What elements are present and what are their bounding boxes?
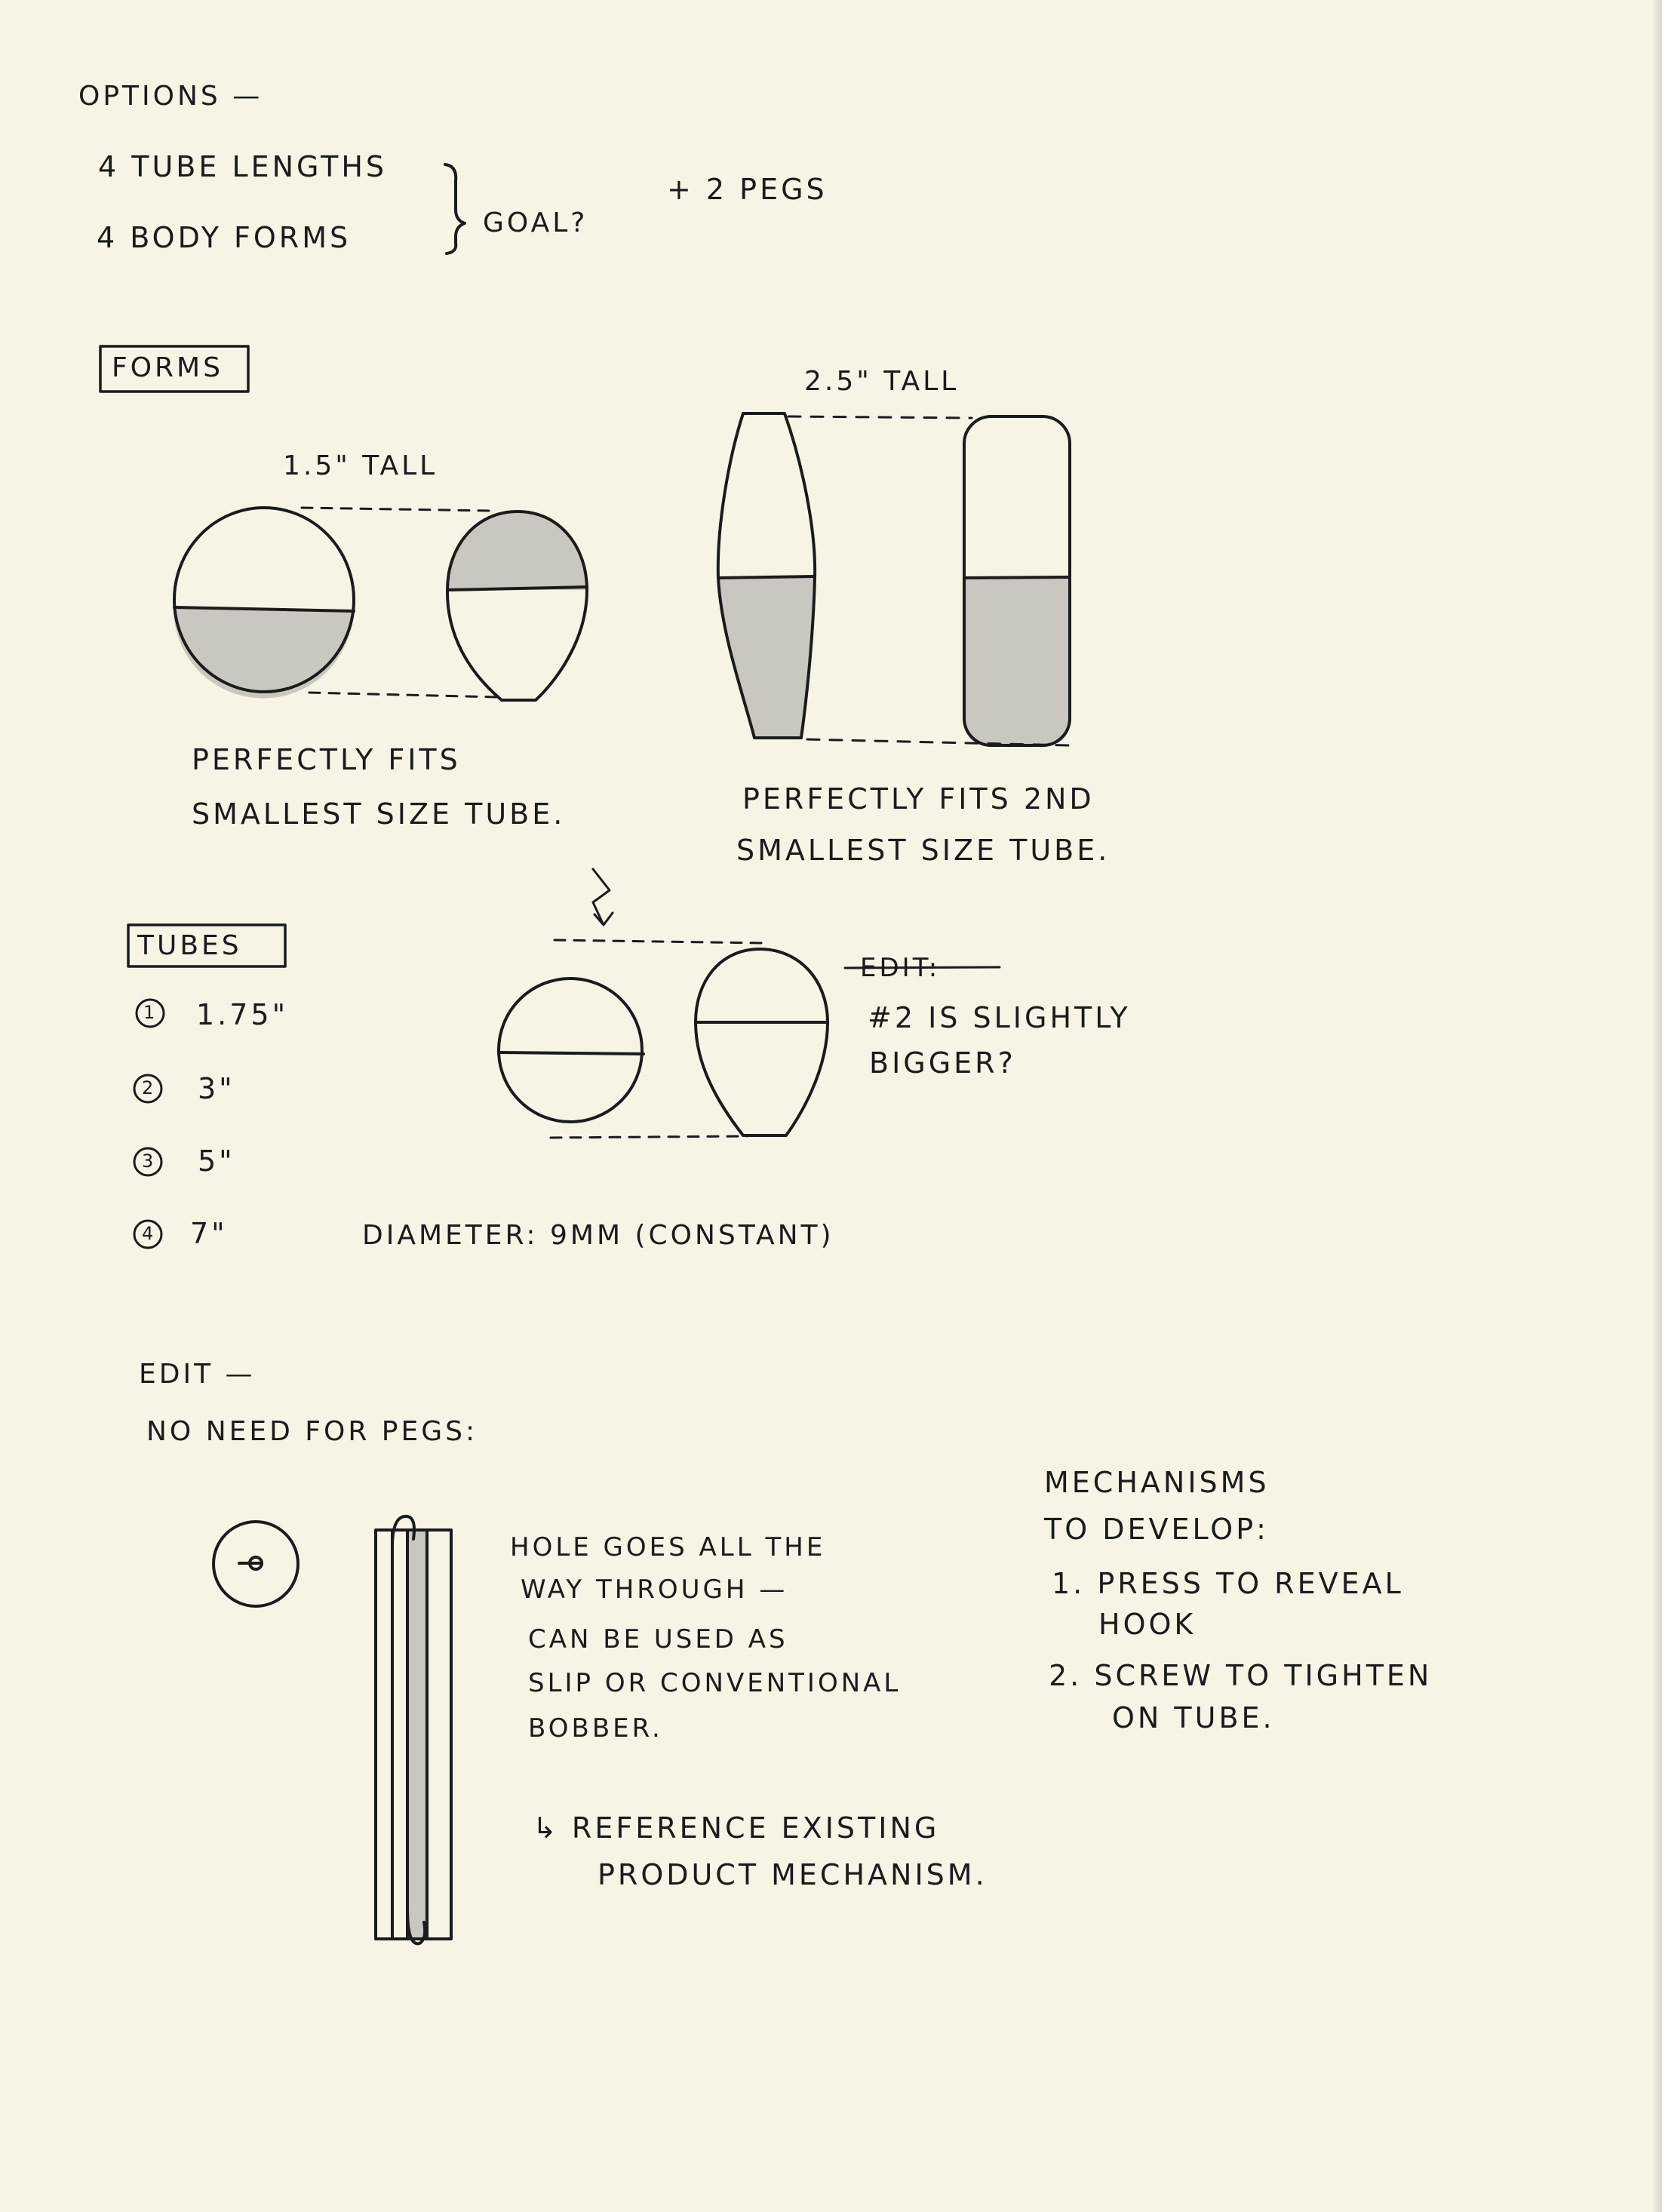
options-line-tube-lengths: 4 TUBE LENGTHS: [98, 150, 388, 183]
options-heading: OPTIONS —: [78, 81, 263, 112]
edit-note-line2: BIGGER?: [869, 1046, 1016, 1080]
sphere-form-revised: [499, 979, 644, 1122]
diameter-note: DIAMETER: 9MM (CONSTANT): [362, 1220, 834, 1251]
edit-heading: EDIT —: [139, 1359, 256, 1390]
hole-note-line5: BOBBER.: [528, 1713, 663, 1743]
down-arrow-icon: [593, 869, 613, 925]
guide-line: [555, 940, 762, 943]
edit-note-line1: #2 IS SLIGHTLY: [868, 1001, 1131, 1034]
sphere-form-small: [174, 508, 354, 699]
guide-line: [788, 416, 972, 418]
tube-length-4: 7": [190, 1217, 228, 1250]
top-view-hole-icon: [214, 1522, 298, 1606]
mechanisms-heading-line1: MECHANISMS: [1044, 1466, 1270, 1499]
mechanism-item2-line1: 2. SCREW TO TIGHTEN: [1049, 1659, 1433, 1692]
capsule-form-tall: [964, 416, 1070, 745]
no-pegs-note: NO NEED FOR PEGS:: [146, 1416, 478, 1447]
large-forms-note-line1: PERFECTLY FITS 2ND: [742, 782, 1095, 816]
tube-number-1: 1: [143, 1002, 155, 1023]
pegs-note: + 2 PEGS: [667, 173, 828, 206]
tubes-heading: TUBES: [137, 930, 242, 961]
large-height-label: 2.5" TALL: [804, 366, 960, 397]
egg-form-small: [447, 512, 587, 700]
mechanism-item1-line1: 1. PRESS TO REVEAL: [1052, 1567, 1404, 1600]
small-forms-note-line2: SMALLEST SIZE TUBE.: [192, 797, 566, 831]
forms-heading: FORMS: [112, 352, 223, 383]
guide-line: [551, 1136, 747, 1138]
tapered-form-tall: [718, 413, 815, 738]
options-line-body-forms: 4 BODY FORMS: [97, 221, 352, 254]
goal-label: GOAL?: [483, 207, 588, 238]
reference-note-line1: ↳ REFERENCE EXISTING: [533, 1811, 940, 1845]
tube-number-3: 3: [142, 1151, 154, 1172]
tube-number-2: 2: [142, 1077, 154, 1098]
edit-note-label: EDIT:: [860, 953, 941, 983]
tube-side-view: [376, 1516, 451, 1943]
tube-length-1: 1.75": [196, 998, 289, 1031]
guide-line: [302, 508, 490, 511]
guide-line: [309, 693, 498, 697]
small-height-label: 1.5" TALL: [283, 450, 438, 481]
tube-length-2: 3": [198, 1072, 235, 1105]
hole-note-line1: HOLE GOES ALL THE: [510, 1532, 826, 1562]
mechanism-item1-line2: HOOK: [1098, 1608, 1197, 1641]
mechanism-item2-line2: ON TUBE.: [1112, 1701, 1275, 1734]
hole-note-line3: CAN BE USED AS: [528, 1624, 788, 1654]
reference-note-line2: PRODUCT MECHANISM.: [598, 1858, 988, 1891]
hole-note-line4: SLIP OR CONVENTIONAL: [528, 1668, 902, 1698]
small-forms-note-line1: PERFECTLY FITS: [192, 743, 461, 776]
large-forms-note-line2: SMALLEST SIZE TUBE.: [736, 834, 1111, 867]
hole-note-line2: WAY THROUGH —: [521, 1575, 788, 1605]
mechanisms-heading-line2: TO DEVELOP:: [1044, 1513, 1269, 1546]
brace-mark: [445, 164, 465, 253]
tube-length-3: 5": [198, 1144, 235, 1178]
egg-form-revised: [696, 949, 828, 1135]
tube-number-4: 4: [142, 1223, 154, 1244]
